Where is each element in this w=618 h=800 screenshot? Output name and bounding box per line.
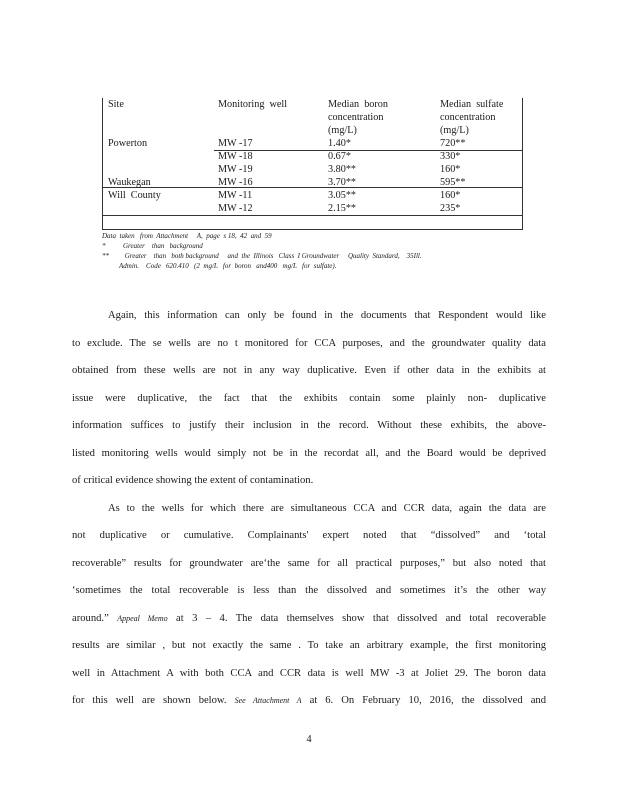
table-header-row: [102, 124, 522, 137]
boron-cell: 3.80**: [328, 164, 357, 175]
citation: See Attachment A: [234, 696, 302, 705]
text-line: to exclude. The se wells are no t monitored for CCA purposes, and the groundwater quality data: [72, 337, 546, 349]
header-site: Site: [108, 99, 124, 110]
citation: Appeal Memo: [117, 613, 168, 623]
text-line: [72, 605, 546, 633]
text-line: listed monitoring wells would simply not be in the recordat all, and the Board would be deprived: [72, 447, 546, 459]
site-cell: Powerton: [108, 138, 148, 149]
site-cell: Will County: [108, 190, 161, 201]
boron-cell: 3.70**: [328, 177, 357, 188]
text-line: results are similar , but not exactly the same . To take an arbitrary example, the first monitoring: [72, 640, 546, 651]
table-rule: [102, 187, 522, 188]
well-cell: MW -17: [218, 138, 253, 149]
table-rule: [102, 215, 522, 216]
boron-cell: 3.05**: [328, 190, 357, 201]
sulfate-cell: 720**: [440, 138, 466, 149]
text-line: recoverable” results for groundwater are‘the same for all practical purposes,” but also noted that: [72, 557, 546, 569]
well-cell: MW -12: [218, 203, 253, 214]
line-rest: at 6. On February 10, 2016, the dissolved and: [309, 695, 546, 706]
table-header-row: [102, 98, 522, 111]
well-cell: MW -18: [218, 151, 253, 162]
text-line: not duplicative or cumulative. Complainants' expert noted that “dissolved” and ‘total: [72, 530, 546, 541]
text-line: issue were duplicative, the fact that the exhibits contain some plainly non- duplicative: [72, 392, 546, 404]
table-rule: [102, 229, 522, 230]
text-line: Again, this information can only be found in the documents that Respondent would like: [108, 310, 546, 321]
text-line: well in Attachment A with both CCA and CCR data is well MW -3 at Joliet 29. The boron data: [72, 667, 546, 679]
header-boron: Median boron: [328, 99, 388, 110]
well-cell: MW -11: [218, 190, 253, 201]
table-row: [102, 163, 522, 176]
table-row: [102, 202, 522, 215]
table-rule: [214, 150, 522, 151]
sulfate-cell: 160*: [440, 164, 461, 175]
text-line: obtained from these wells are not in any way duplicative. Even if other data in the exhibits at: [72, 365, 546, 376]
table-right-border: [522, 98, 523, 230]
boron-cell: 2.15**: [328, 203, 357, 214]
well-cell: MW -16: [218, 177, 253, 188]
text-line: of critical evidence showing the extent of contamination.: [72, 475, 314, 486]
header-boron: (mg/L): [328, 125, 357, 136]
text-line: information suffices to justify their inclusion in the record. Without these exhibits, the above-: [72, 420, 546, 431]
table-row: [102, 137, 522, 150]
table-row: [102, 150, 522, 163]
table-row: [102, 189, 522, 202]
note-single-asterisk: * Greater than background: [102, 242, 203, 250]
boron-cell: 1.40*: [328, 138, 351, 149]
sulfate-cell: 235*: [440, 203, 461, 214]
page-number: 4: [306, 734, 312, 745]
line-start: around.”: [72, 612, 109, 624]
sulfate-cell: 330*: [440, 151, 461, 162]
header-boron: concentration: [328, 112, 384, 123]
boron-cell: 0.67*: [328, 151, 351, 162]
header-sulfate: (mg/L): [440, 125, 469, 136]
line-start: for this well are shown below.: [72, 695, 227, 706]
note-continuation: Admin. Code 620.410 (2 mg/L for boron and400 mg/L for sulfate).: [119, 262, 337, 270]
concentration-table: [102, 98, 522, 230]
sulfate-cell: 160*: [440, 190, 461, 201]
note-double-asterisk: ** Greater than both background and the Illinois Class I Groundwater Quality Standard, 35Ill.: [102, 252, 422, 260]
header-sulfate: Median sulfate: [440, 99, 504, 110]
text-line: ‘sometimes the total recoverable is less than the dissolved and sometimes it’s the other way: [72, 585, 546, 596]
site-cell: Waukegan: [108, 177, 151, 188]
text-line: [72, 687, 546, 715]
line-rest: at 3 – 4. The data themselves show that dissolved and total recoverable: [176, 612, 546, 624]
note-source: Data taken from Attachment A, page s 18, 42 and 59: [102, 232, 272, 240]
table-header-row: [102, 111, 522, 124]
body-text: [72, 302, 546, 715]
sulfate-cell: 595**: [440, 177, 466, 188]
header-sulfate: concentration: [440, 112, 496, 123]
header-well: Monitoring well: [218, 99, 288, 110]
text-line: As to the wells for which there are simultaneous CCA and CCR data, again the data are: [108, 502, 546, 514]
table-notes: [102, 231, 522, 271]
well-cell: MW -19: [218, 164, 253, 175]
